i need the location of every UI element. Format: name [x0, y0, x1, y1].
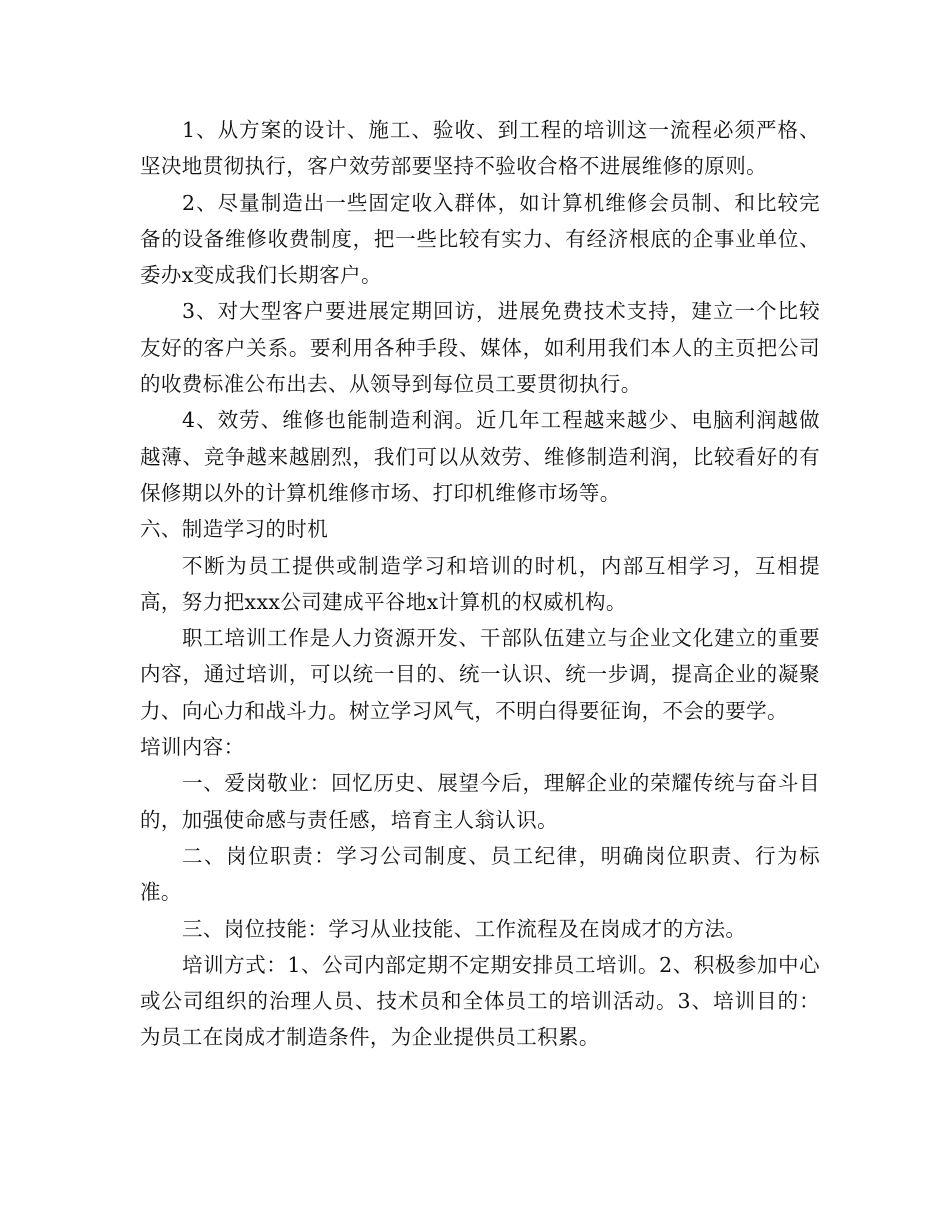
section-heading-training-content: 培训内容： — [140, 735, 245, 760]
paragraph-item-3: 3、对大型客户要进展定期回访，进展免费技术支持，建立一个比较友好的客户关系。要利用各种手段、媒体，如利用我们本人的主页把公司的收费标准公布出去、从领导到每位员工要贯彻执行。 — [140, 299, 820, 397]
paragraph-duties: 二、岗位职责：学习公司制度、员工纪律，明确岗位职责、行为标准。 — [140, 843, 820, 905]
paragraph-dedication: 一、爱岗敬业：回忆历史、展望今后，理解企业的荣耀传统与奋斗目的，加强使命感与责任感，培育主人翁认识。 — [140, 771, 820, 832]
paragraph-skills: 三、岗位技能：学习从业技能、工作流程及在岗成才的方法。 — [182, 916, 747, 941]
paragraph-item-2: 2、尽量制造出一些固定收入群体，如计算机维修会员制、和比较完备的设备维修收费制度，把一些比较有实力、有经济根底的企事业单位、委办x变成我们长期客户。 — [140, 190, 820, 288]
paragraph-item-1: 1、从方案的设计、施工、验收、到工程的培训这一流程必须严格、坚决地贯彻执行，客户效劳部要坚持不验收合格不进展维修的原则。 — [140, 118, 820, 179]
section-heading-learning: 六、制造学习的时机 — [140, 517, 329, 542]
paragraph-training-importance: 职工培训工作是人力资源开发、干部队伍建立与企业文化建立的重要内容，通过培训，可以统一目的、统一认识、统一步调，提高企业的凝聚力、向心力和战斗力。树立学习风气，不明白得要征询，不会的要学。 — [140, 626, 820, 723]
paragraph-item-4: 4、效劳、维修也能制造利润。近几年工程越来越少、电脑利润越做越薄、竞争越来越剧烈，我们可以从效劳、维修制造利润，比较看好的有保修期以外的计算机维修市场、打印机维修市场等。 — [140, 408, 820, 505]
paragraph-learning-opportunity: 不断为员工提供或制造学习和培训的时机，内部互相学习，互相提高，努力把xxx公司建成平谷地x计算机的权威机构。 — [140, 553, 820, 614]
paragraph-training-method: 培训方式：1、公司内部定期不定期安排员工培训。2、积极参加中心或公司组织的治理人员、技术员和全体员工的培训活动。3、培训目的：为员工在岗成才制造条件，为企业提供员工积累。 — [140, 952, 820, 1050]
document-body — [140, 112, 820, 1056]
